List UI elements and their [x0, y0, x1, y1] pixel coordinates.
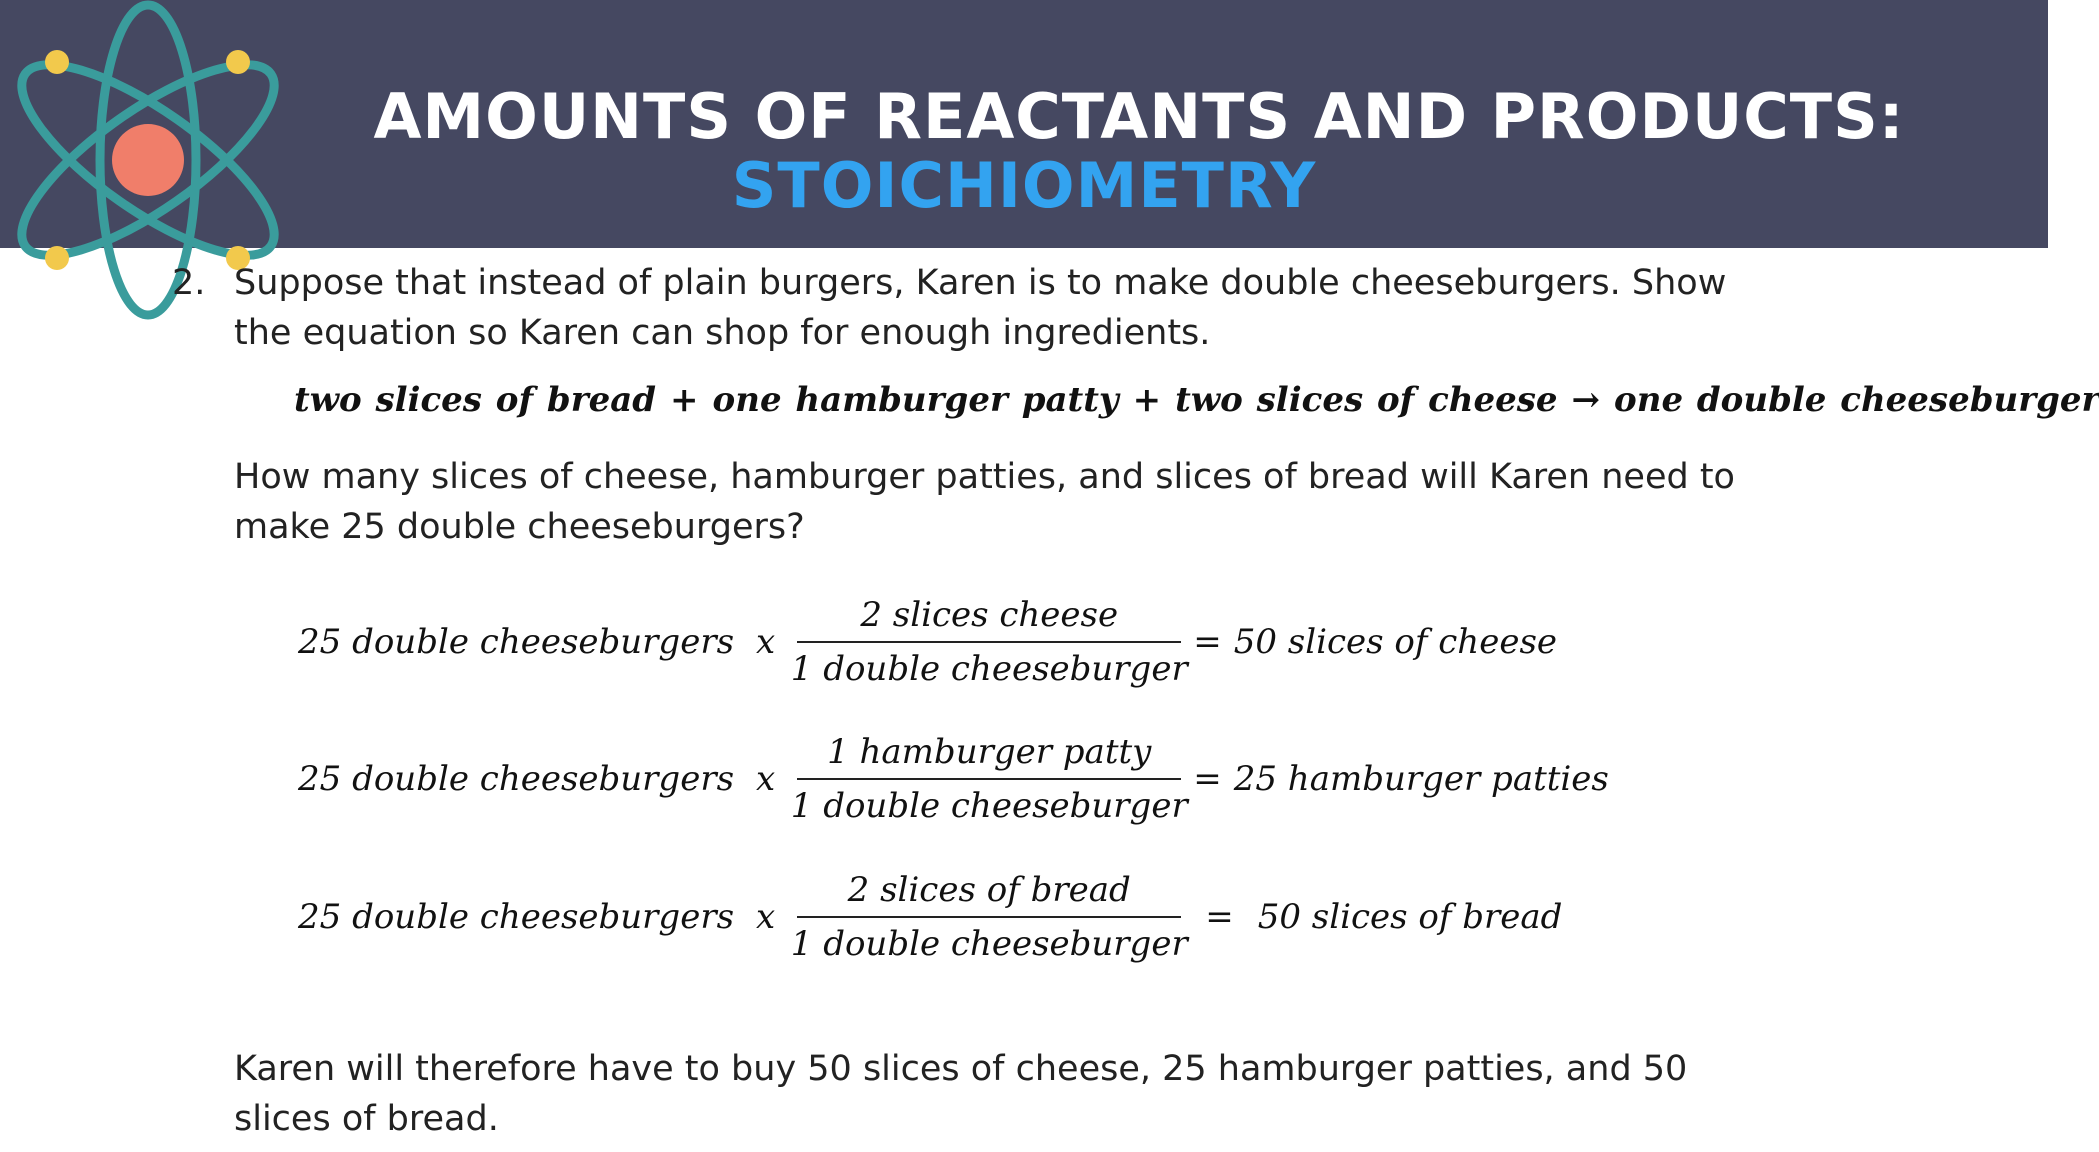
question-text: Suppose that instead of plain burgers, Karen is to make double cheeseburgers. Show the equation so Karen can shop for enough ingredients.: [234, 263, 1727, 353]
equals-sign: =: [1193, 759, 1222, 799]
reactant-bread: two slices of bread: [294, 380, 657, 420]
equation-result: 25 hamburger patties: [1233, 759, 1609, 799]
fraction-denominator: 1 double cheeseburger: [790, 786, 1188, 826]
conversion-fraction: [790, 595, 1188, 689]
reactant-cheese: two slices of cheese: [1175, 380, 1558, 420]
equation-lhs: 25 double cheeseburgers: [298, 897, 735, 937]
times-sign: x: [756, 897, 776, 937]
equation-lhs: 25 double cheeseburgers: [298, 759, 735, 799]
fraction-numerator: 2 slices cheese: [860, 595, 1119, 635]
page-title: AMOUNTS OF REACTANTS AND PRODUCTS:: [373, 80, 1905, 153]
equals-sign: =: [1205, 897, 1234, 937]
plus-sign: +: [1132, 380, 1162, 420]
equation-lhs: 25 double cheeseburgers: [298, 622, 735, 662]
plus-sign: +: [670, 380, 699, 420]
question-prompt: How many slices of cheese, hamburger patties, and slices of bread will Karen need to make 25 double cheeseburgers?: [234, 457, 1735, 547]
equation-patty: [298, 724, 1609, 834]
conclusion-text: Karen will therefore have to buy 50 slices of cheese, 25 hamburger patties, and 50 slices of bread.: [234, 1049, 1688, 1139]
fraction-numerator: 2 slices of bread: [847, 870, 1131, 910]
equation-result: 50 slices of cheese: [1233, 622, 1558, 662]
arrow-icon: →: [1571, 380, 1601, 420]
equals-sign: =: [1193, 622, 1222, 662]
reactant-patty: one hamburger patty: [712, 380, 1119, 420]
reaction-equation: [294, 380, 2099, 420]
question-number: 2.: [172, 263, 206, 303]
conversion-fraction: [790, 732, 1188, 826]
product: one double cheeseburger: [1614, 380, 2099, 420]
equation-bread: [298, 862, 1562, 972]
times-sign: x: [756, 622, 776, 662]
conversion-fraction: [790, 870, 1188, 964]
fraction-denominator: 1 double cheeseburger: [790, 649, 1188, 689]
fraction-numerator: 1 hamburger patty: [827, 732, 1152, 772]
equation-result: 50 slices of bread: [1257, 897, 1563, 937]
fraction-denominator: 1 double cheeseburger: [790, 924, 1188, 964]
equation-cheese: [298, 587, 1557, 697]
page-subtitle: STOICHIOMETRY: [731, 149, 1317, 222]
times-sign: x: [756, 759, 776, 799]
